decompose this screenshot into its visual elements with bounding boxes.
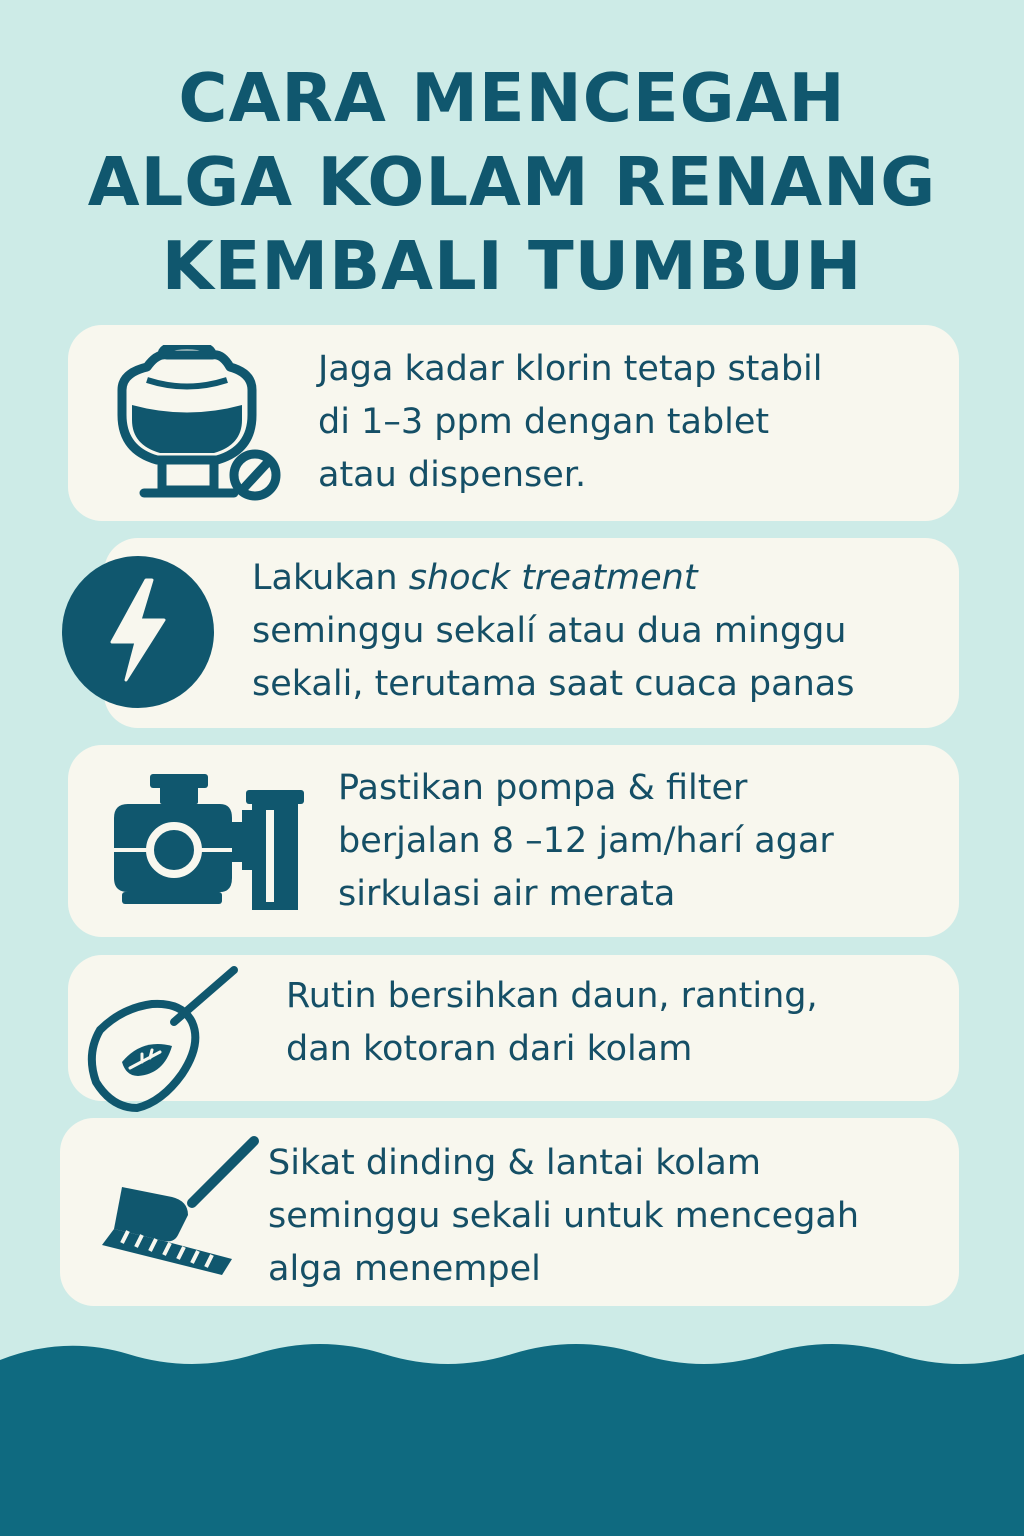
pump-filter-icon [108,770,308,915]
tip-text-skimmer: Rutin bersihkan daun, ranting, dan kotoran dari kolam [286,976,818,1069]
chlorine-dispenser-icon [102,345,292,505]
title-line-2: ALGA KOLAM RENANG [87,143,937,221]
title-line-1: CARA MENCEGAH [178,59,846,137]
water-wave-decoration [0,1330,1024,1536]
title-line-3: KEMBALI TUMBUH [161,227,863,305]
page-title [0,56,1024,308]
tip-text-pump: Pastikan pompa & filter berjalan 8 –12 jam/harí agar sirkulasi air merata [338,768,834,914]
lightning-bolt-icon [60,550,220,710]
leaf-skimmer-icon [82,962,247,1117]
tip-text-shock: Lakukan shock treatment seminggu sekalí atau dua minggu sekali, terutama saat cuaca panas [252,558,855,704]
tip-text-chlorine: Jaga kadar klorin tetap stabil di 1–3 ppm dengan tablet atau dispenser. [318,349,823,495]
brush-icon [92,1135,267,1295]
tip-text-brush: Sikat dinding & lantai kolam seminggu sekali untuk mencegah alga menempel [268,1143,860,1289]
